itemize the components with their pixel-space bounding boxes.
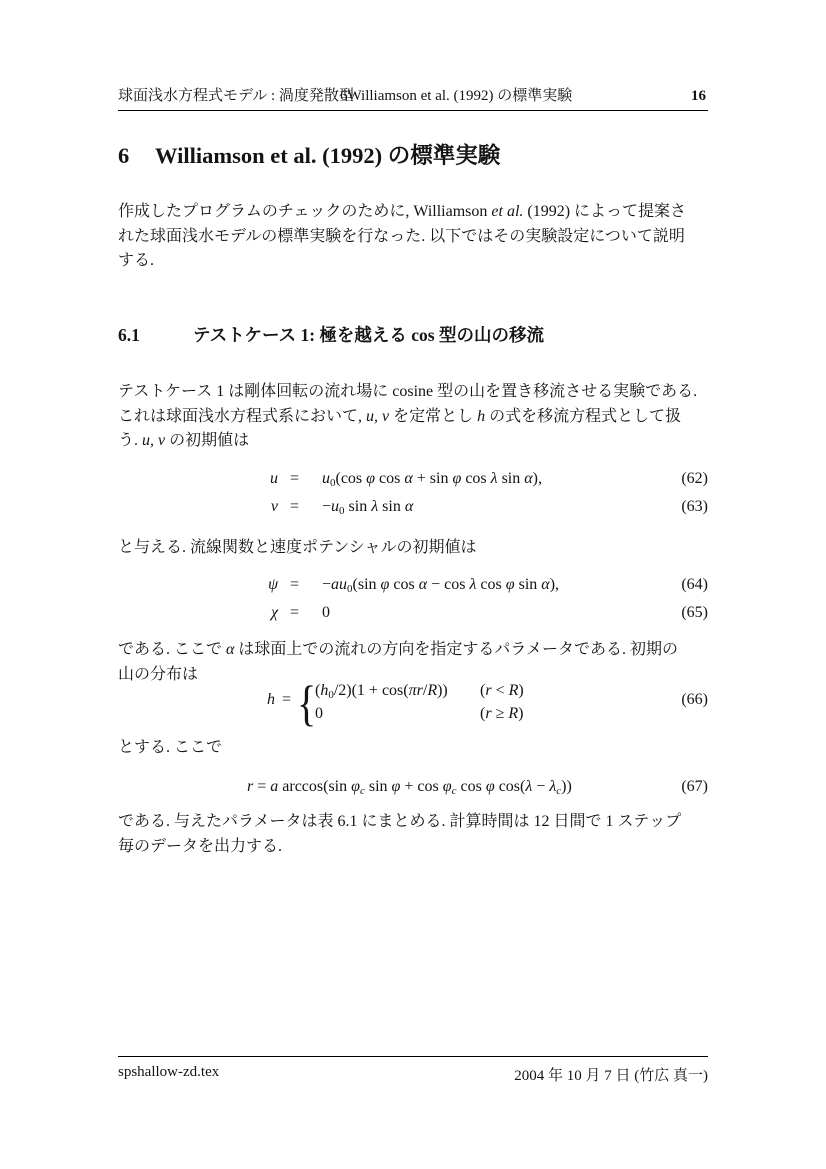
equation-lhs: v [270,498,278,515]
text-line: する. [118,252,155,269]
text-line: これは球面浅水方程式系において, u, v を定常とし h の式を移流方程式として扱 [118,407,682,425]
text-line: テストケース 1 は剛体回転の流れ場に cosine 型の山を置き移流させる実験である. [118,383,698,400]
text-line: れた球面浅水モデルの標準実験を行なった. 以下ではその実験設定について説明 [118,227,685,245]
equation-equals: = [290,498,300,515]
case-row [315,703,695,726]
section-title: Williamson et al. (1992) の標準実験 [155,143,501,168]
page-number: 16 [691,88,706,104]
equation-rhs: −au0(sin φ cos α − cos λ cos φ sin α), [322,576,560,595]
subsection-title: テストケース 1: 極を越える cos 型の山の移流 [193,325,544,345]
equation-rhs: −u0 sin λ sin α [322,498,414,517]
equation-body: r = a arccos(sin φc sin φ + cos φc cos φ cos(λ − λc)) [247,778,572,797]
page-footer [118,1056,708,1086]
text-line: う. u, v の初期値は [118,432,250,449]
equation-lhs: χ [270,604,278,621]
equation-62 [118,466,708,492]
text-line: 作成したプログラムのチェックのために, Williamson et al. (1992) によって提案さ [118,203,687,220]
running-header [118,82,708,111]
equation-number: (66) [681,691,708,708]
equation-64 [118,572,708,598]
subsection-number: 6.1 [118,325,140,345]
running-header-left-title: 球面浅水方程式モデル : 渦度発散型 [118,88,354,104]
paragraph-parameters [118,810,712,859]
equation-number: (67) [681,778,708,795]
text-line: 山の分布は [118,665,199,683]
footer-filename: spshallow-zd.tex [118,1064,220,1080]
text-line: と与える. 流線関数と速度ポテンシャルの初期値は [118,539,477,556]
equation-equals: = [282,691,292,708]
text-line: である. 与えたパラメータは表 6.1 にまとめる. 計算時間は 12 日間で 1 ステップ [118,813,682,830]
equation-63 [118,494,708,520]
section-heading [118,141,708,171]
equation-number: (64) [681,576,708,593]
case-expr: 0 [315,704,323,722]
subsection-heading [118,322,708,348]
case-expr: (h0/2)(1 + cos(πr/R)) [315,682,448,701]
text-line: とする. ここで [118,739,223,756]
paragraph-streamfunction [118,536,712,561]
equation-number: (65) [681,604,708,621]
equation-rhs: 0 [322,604,330,621]
equation-67 [118,774,708,800]
equation-lhs: ψ [268,576,278,593]
equation-equals: = [290,576,300,593]
equation-equals: = [290,470,300,487]
case-row [315,680,695,703]
paragraph-tosuru [118,736,712,761]
case-cond: (r ≥ R) [480,704,524,722]
equation-66 [118,675,708,731]
paragraph-testcase [118,380,712,454]
equation-equals: = [290,604,300,621]
section-number: 6 [118,143,130,168]
footer-date: 2004 年 10 月 7 日 (竹広 真一) [514,1068,708,1084]
case-cond: (r < R) [480,682,524,699]
text-line: である. ここで α は球面上での流れの方向を指定するパラメータである. 初期の [118,641,678,658]
equation-65 [118,600,708,626]
paragraph-intro [118,200,712,274]
equation-lhs: u [270,470,278,487]
text-line: 毎のデータを出力する. [118,837,283,855]
equation-rhs: u0(cos φ cos α + sin φ cos λ sin α), [322,470,542,489]
cases-brace: { [297,675,317,731]
equation-number: (62) [681,470,708,487]
running-header-overlap-title: 6Williamson et al. (1992) の標準実験 [340,88,573,104]
equation-number: (63) [681,498,708,515]
equation-lhs: h [267,691,275,708]
